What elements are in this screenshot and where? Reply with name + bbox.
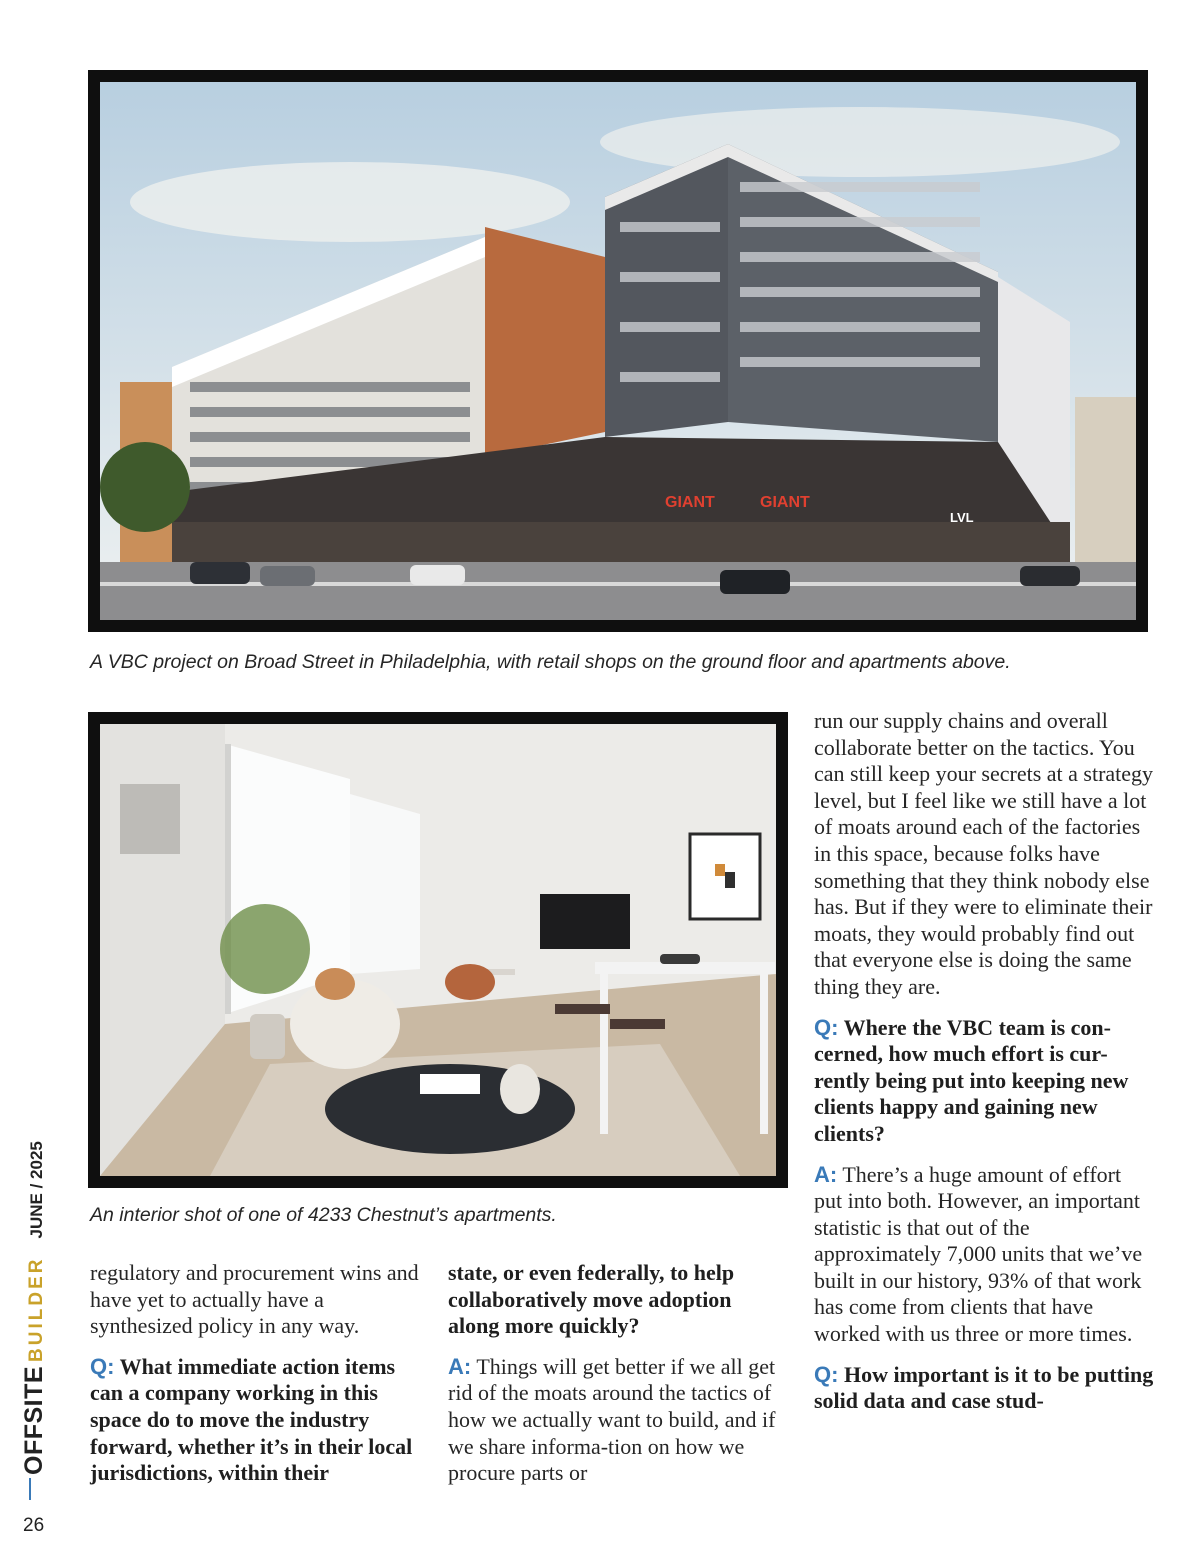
question-text: Where the VBC team is con-cerned, how much effort is cur-rently being put into keeping new clients happy and gaining new clients? [814, 1014, 1129, 1146]
interior-photo-caption: An interior shot of one of 4233 Chestnut’s apartments. [90, 1204, 557, 1226]
brand-builder: BUILDER [26, 1256, 47, 1362]
building-sign: LVL [950, 510, 974, 525]
question-action-items [90, 1354, 430, 1487]
question-client-effort [814, 1015, 1154, 1148]
page-number: 26 [23, 1515, 45, 1536]
magazine-branding [20, 1141, 49, 1475]
building-photo-icon [100, 82, 1136, 620]
column-right [814, 708, 1154, 1415]
question-tag: Q: [814, 1361, 839, 1387]
column-middle [448, 1260, 784, 1487]
accent-bar [29, 1478, 31, 1500]
store-sign-1: GIANT [665, 494, 715, 511]
issue-date: JUNE / 2025 [27, 1141, 46, 1239]
answer-tag: A: [814, 1161, 838, 1187]
top-photo-caption: A VBC project on Broad Street in Philadelphia, with retail shops on the ground floor and apartments above. [90, 651, 1011, 673]
answer-tag: A: [448, 1353, 472, 1379]
column-left [90, 1260, 430, 1487]
apartment-interior-photo-icon [100, 724, 776, 1176]
question-continued: state, or even federally, to help collaboratively move adoption along more quickly? [448, 1260, 735, 1339]
brand-offsite: OFFSITE [20, 1365, 48, 1475]
top-photo [88, 70, 1148, 632]
answer-text: Things will get better if we all get rid of the moats around the tactics of how we actually want to build, and if we share informa-tion on how we procure parts or [448, 1353, 776, 1486]
interior-photo [88, 712, 788, 1188]
answer-moats [448, 1354, 784, 1487]
question-tag: Q: [814, 1014, 839, 1040]
question-text: How important is it to be putting solid data and case stud- [814, 1361, 1154, 1414]
question-data-case-studies [814, 1362, 1154, 1415]
question-tag: Q: [90, 1353, 115, 1379]
answer-text: There’s a huge amount of effort put into both. However, an important statistic is that out of the approximately 7,000 units that we’ve built in our history, 93% of that work has come from clients that have worked with us three or more times. [814, 1161, 1143, 1347]
question-text: What immediate action items can a company working in this space do to move the industry forward, whether it’s in their local jurisdictions, within their [90, 1353, 413, 1486]
answer-client-effort [814, 1162, 1154, 1348]
paragraph-procurement: regulatory and procurement wins and have yet to actually have a synthesized policy in any way. [90, 1260, 419, 1339]
paragraph-supply-chains: run our supply chains and overall collaborate better on the tactics. You can still keep your secrets at a strategy level, but I feel like we still have a lot of moats around each of the factories in this space, because folks have something that they think nobody else has. But if they were to eliminate their moats, they would probably find out that everyone else is doing the same thing they are. [814, 708, 1154, 999]
store-sign-2: GIANT [760, 494, 810, 511]
